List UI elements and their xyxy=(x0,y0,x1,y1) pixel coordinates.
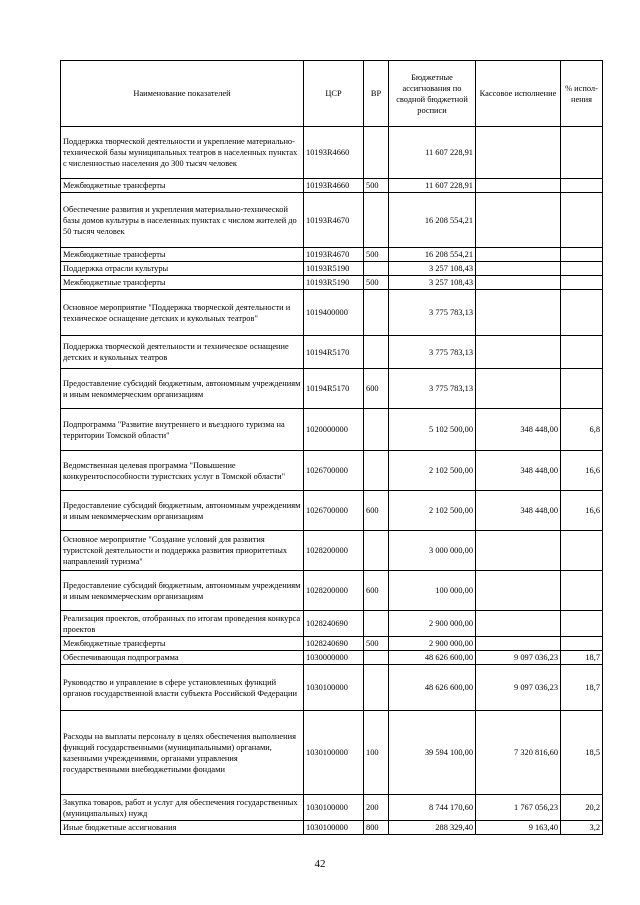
table-row xyxy=(61,336,603,369)
cell-name: Предоставление субсидий бюджетным, автономным учреждениям и иным некоммерческим организациям xyxy=(61,369,304,409)
cell-csr: 1030100000 xyxy=(304,711,364,795)
cell-plan: 3 257 108,43 xyxy=(389,262,476,276)
cell-csr: 1028240690 xyxy=(304,637,364,651)
header-vr: ВР xyxy=(364,61,389,127)
cell-vr xyxy=(364,665,389,711)
cell-cash xyxy=(476,571,561,611)
cell-vr xyxy=(364,127,389,179)
cell-csr: 10193R4660 xyxy=(304,179,364,193)
cell-csr: 10193R4670 xyxy=(304,193,364,248)
cell-name: Обеспечение развития и укрепления материально-технической базы домов культуры в населенных пунктах с числом жителей до 50 тысяч человек xyxy=(61,193,304,248)
cell-name: Реализация проектов, отобранных по итогам проведения конкурса проектов xyxy=(61,611,304,637)
cell-name: Поддержка творческой деятельности и укрепление материально-технической базы муниципальных театров в населенных пунктах с численностью населения до 300 тысяч человек xyxy=(61,127,304,179)
cell-name: Межбюджетные трансферты xyxy=(61,637,304,651)
cell-plan: 8 744 170,60 xyxy=(389,795,476,821)
cell-plan: 3 775 783,13 xyxy=(389,336,476,369)
cell-vr xyxy=(364,193,389,248)
table-row xyxy=(61,531,603,571)
cell-cash: 9 097 036,23 xyxy=(476,651,561,665)
cell-cash xyxy=(476,248,561,262)
cell-name: Расходы на выплаты персоналу в целях обеспечения выполнения функций государственными (муниципальными) органами, казенными учреждениями, органами управления государственными внебюджетными фондами xyxy=(61,711,304,795)
cell-plan: 11 607 228,91 xyxy=(389,127,476,179)
cell-plan: 100 000,00 xyxy=(389,571,476,611)
cell-cash xyxy=(476,127,561,179)
cell-name: Предоставление субсидий бюджетным, автономным учреждениям и иным некоммерческим организациям xyxy=(61,491,304,531)
cell-vr xyxy=(364,262,389,276)
cell-csr: 1028200000 xyxy=(304,571,364,611)
cell-pct: 18,5 xyxy=(561,711,603,795)
cell-pct xyxy=(561,531,603,571)
table-row xyxy=(61,571,603,611)
cell-vr xyxy=(364,290,389,336)
cell-plan: 48 626 600,00 xyxy=(389,665,476,711)
cell-cash: 348 448,00 xyxy=(476,409,561,451)
cell-name: Обеспечивающая подпрограмма xyxy=(61,651,304,665)
table-row xyxy=(61,665,603,711)
cell-plan: 48 626 600,00 xyxy=(389,651,476,665)
cell-cash xyxy=(476,276,561,290)
cell-pct xyxy=(561,276,603,290)
cell-vr xyxy=(364,409,389,451)
cell-name: Ведомственная целевая программа "Повышение конкурентоспособности туристских услуг в Томской области" xyxy=(61,451,304,491)
cell-cash xyxy=(476,193,561,248)
cell-name: Закупка товаров, работ и услуг для обеспечения государственных (муниципальных) нужд xyxy=(61,795,304,821)
table-row xyxy=(61,179,603,193)
table-row xyxy=(61,369,603,409)
cell-name: Подпрограмма "Развитие внутреннего и въездного туризма на территории Томской области" xyxy=(61,409,304,451)
table-row xyxy=(61,821,603,835)
cell-cash: 1 767 056,23 xyxy=(476,795,561,821)
cell-plan: 3 775 783,13 xyxy=(389,369,476,409)
cell-csr: 1028200000 xyxy=(304,531,364,571)
table-body xyxy=(61,127,603,835)
cell-pct xyxy=(561,637,603,651)
cell-csr: 10194R5170 xyxy=(304,369,364,409)
cell-vr: 100 xyxy=(364,711,389,795)
cell-pct xyxy=(561,127,603,179)
cell-csr: 1030000000 xyxy=(304,651,364,665)
cell-pct: 16,6 xyxy=(561,451,603,491)
table-row xyxy=(61,193,603,248)
cell-pct: 20,2 xyxy=(561,795,603,821)
cell-plan: 3 775 783,13 xyxy=(389,290,476,336)
header-cash: Кассовое исполнение xyxy=(476,61,561,127)
cell-csr: 10194R5170 xyxy=(304,336,364,369)
cell-vr xyxy=(364,611,389,637)
page-number: 42 xyxy=(314,858,326,870)
table-row xyxy=(61,451,603,491)
cell-csr: 10193R5190 xyxy=(304,262,364,276)
table-row xyxy=(61,611,603,637)
cell-pct xyxy=(561,369,603,409)
cell-plan: 16 208 554,21 xyxy=(389,248,476,262)
table-row xyxy=(61,290,603,336)
cell-pct: 18,7 xyxy=(561,651,603,665)
cell-cash: 7 320 816,60 xyxy=(476,711,561,795)
cell-vr: 500 xyxy=(364,637,389,651)
cell-name: Межбюджетные трансферты xyxy=(61,179,304,193)
cell-vr xyxy=(364,336,389,369)
cell-csr: 10193R4670 xyxy=(304,248,364,262)
cell-plan: 39 594 100,00 xyxy=(389,711,476,795)
table-header xyxy=(61,61,603,127)
cell-plan: 2 102 500,00 xyxy=(389,451,476,491)
cell-plan: 5 102 500,00 xyxy=(389,409,476,451)
cell-cash: 9 163,40 xyxy=(476,821,561,835)
cell-vr xyxy=(364,531,389,571)
cell-vr: 200 xyxy=(364,795,389,821)
header-plan: Бюджетные ассигнования по сводной бюджетной росписи xyxy=(389,61,476,127)
table-row xyxy=(61,262,603,276)
cell-cash xyxy=(476,531,561,571)
header-csr: ЦСР xyxy=(304,61,364,127)
cell-csr: 1030100000 xyxy=(304,821,364,835)
cell-plan: 11 607 228,91 xyxy=(389,179,476,193)
cell-vr: 600 xyxy=(364,369,389,409)
cell-vr: 500 xyxy=(364,276,389,290)
header-name: Наименование показателей xyxy=(61,61,304,127)
table-row xyxy=(61,409,603,451)
cell-name: Иные бюджетные ассигнования xyxy=(61,821,304,835)
cell-name: Межбюджетные трансферты xyxy=(61,276,304,290)
cell-csr: 1030100000 xyxy=(304,665,364,711)
cell-vr: 500 xyxy=(364,179,389,193)
cell-name: Поддержка творческой деятельности и техническое оснащение детских и кукольных театров xyxy=(61,336,304,369)
table-row xyxy=(61,711,603,795)
cell-pct xyxy=(561,336,603,369)
cell-plan: 2 900 000,00 xyxy=(389,637,476,651)
cell-name: Основное мероприятие "Создание условий для развития туристской деятельности и поддержка развития приоритетных направлений туризма" xyxy=(61,531,304,571)
cell-pct xyxy=(561,611,603,637)
cell-name: Предоставление субсидий бюджетным, автономным учреждениям и иным некоммерческим организациям xyxy=(61,571,304,611)
cell-cash xyxy=(476,611,561,637)
budget-table xyxy=(60,60,603,835)
cell-vr: 600 xyxy=(364,491,389,531)
cell-vr: 500 xyxy=(364,248,389,262)
cell-vr: 800 xyxy=(364,821,389,835)
cell-csr: 1028240690 xyxy=(304,611,364,637)
cell-name: Основное мероприятие "Поддержка творческой деятельности и техническое оснащение детских и кукольных театров" xyxy=(61,290,304,336)
cell-plan: 3 257 108,43 xyxy=(389,276,476,290)
cell-plan: 2 102 500,00 xyxy=(389,491,476,531)
header-pct: % испол-нения xyxy=(561,61,603,127)
cell-name: Руководство и управление в сфере установленных функций органов государственной власти субъекта Российской Федерации xyxy=(61,665,304,711)
table-row xyxy=(61,637,603,651)
cell-pct xyxy=(561,179,603,193)
cell-cash xyxy=(476,290,561,336)
cell-csr: 1026700000 xyxy=(304,451,364,491)
cell-cash xyxy=(476,637,561,651)
cell-pct xyxy=(561,248,603,262)
cell-plan: 2 900 000,00 xyxy=(389,611,476,637)
cell-pct xyxy=(561,193,603,248)
cell-csr: 1019400000 xyxy=(304,290,364,336)
cell-plan: 3 000 000,00 xyxy=(389,531,476,571)
cell-cash: 348 448,00 xyxy=(476,491,561,531)
cell-vr: 600 xyxy=(364,571,389,611)
cell-cash xyxy=(476,179,561,193)
cell-csr: 10193R4660 xyxy=(304,127,364,179)
cell-cash xyxy=(476,336,561,369)
cell-name: Межбюджетные трансферты xyxy=(61,248,304,262)
cell-pct xyxy=(561,571,603,611)
cell-pct: 6,8 xyxy=(561,409,603,451)
cell-pct xyxy=(561,262,603,276)
cell-pct: 3,2 xyxy=(561,821,603,835)
table-row xyxy=(61,127,603,179)
cell-plan: 16 208 554,21 xyxy=(389,193,476,248)
cell-csr: 10193R5190 xyxy=(304,276,364,290)
cell-cash xyxy=(476,262,561,276)
table-row xyxy=(61,276,603,290)
cell-cash xyxy=(476,369,561,409)
table-row xyxy=(61,651,603,665)
cell-csr: 1030100000 xyxy=(304,795,364,821)
table-row xyxy=(61,491,603,531)
cell-cash: 9 097 036,23 xyxy=(476,665,561,711)
table-row xyxy=(61,248,603,262)
cell-plan: 288 329,40 xyxy=(389,821,476,835)
cell-cash: 348 448,00 xyxy=(476,451,561,491)
cell-csr: 1020000000 xyxy=(304,409,364,451)
cell-name: Поддержка отрасли культуры xyxy=(61,262,304,276)
cell-pct xyxy=(561,290,603,336)
table-row xyxy=(61,795,603,821)
cell-pct: 16,6 xyxy=(561,491,603,531)
cell-pct: 18,7 xyxy=(561,665,603,711)
cell-csr: 1026700000 xyxy=(304,491,364,531)
cell-vr xyxy=(364,651,389,665)
cell-vr xyxy=(364,451,389,491)
